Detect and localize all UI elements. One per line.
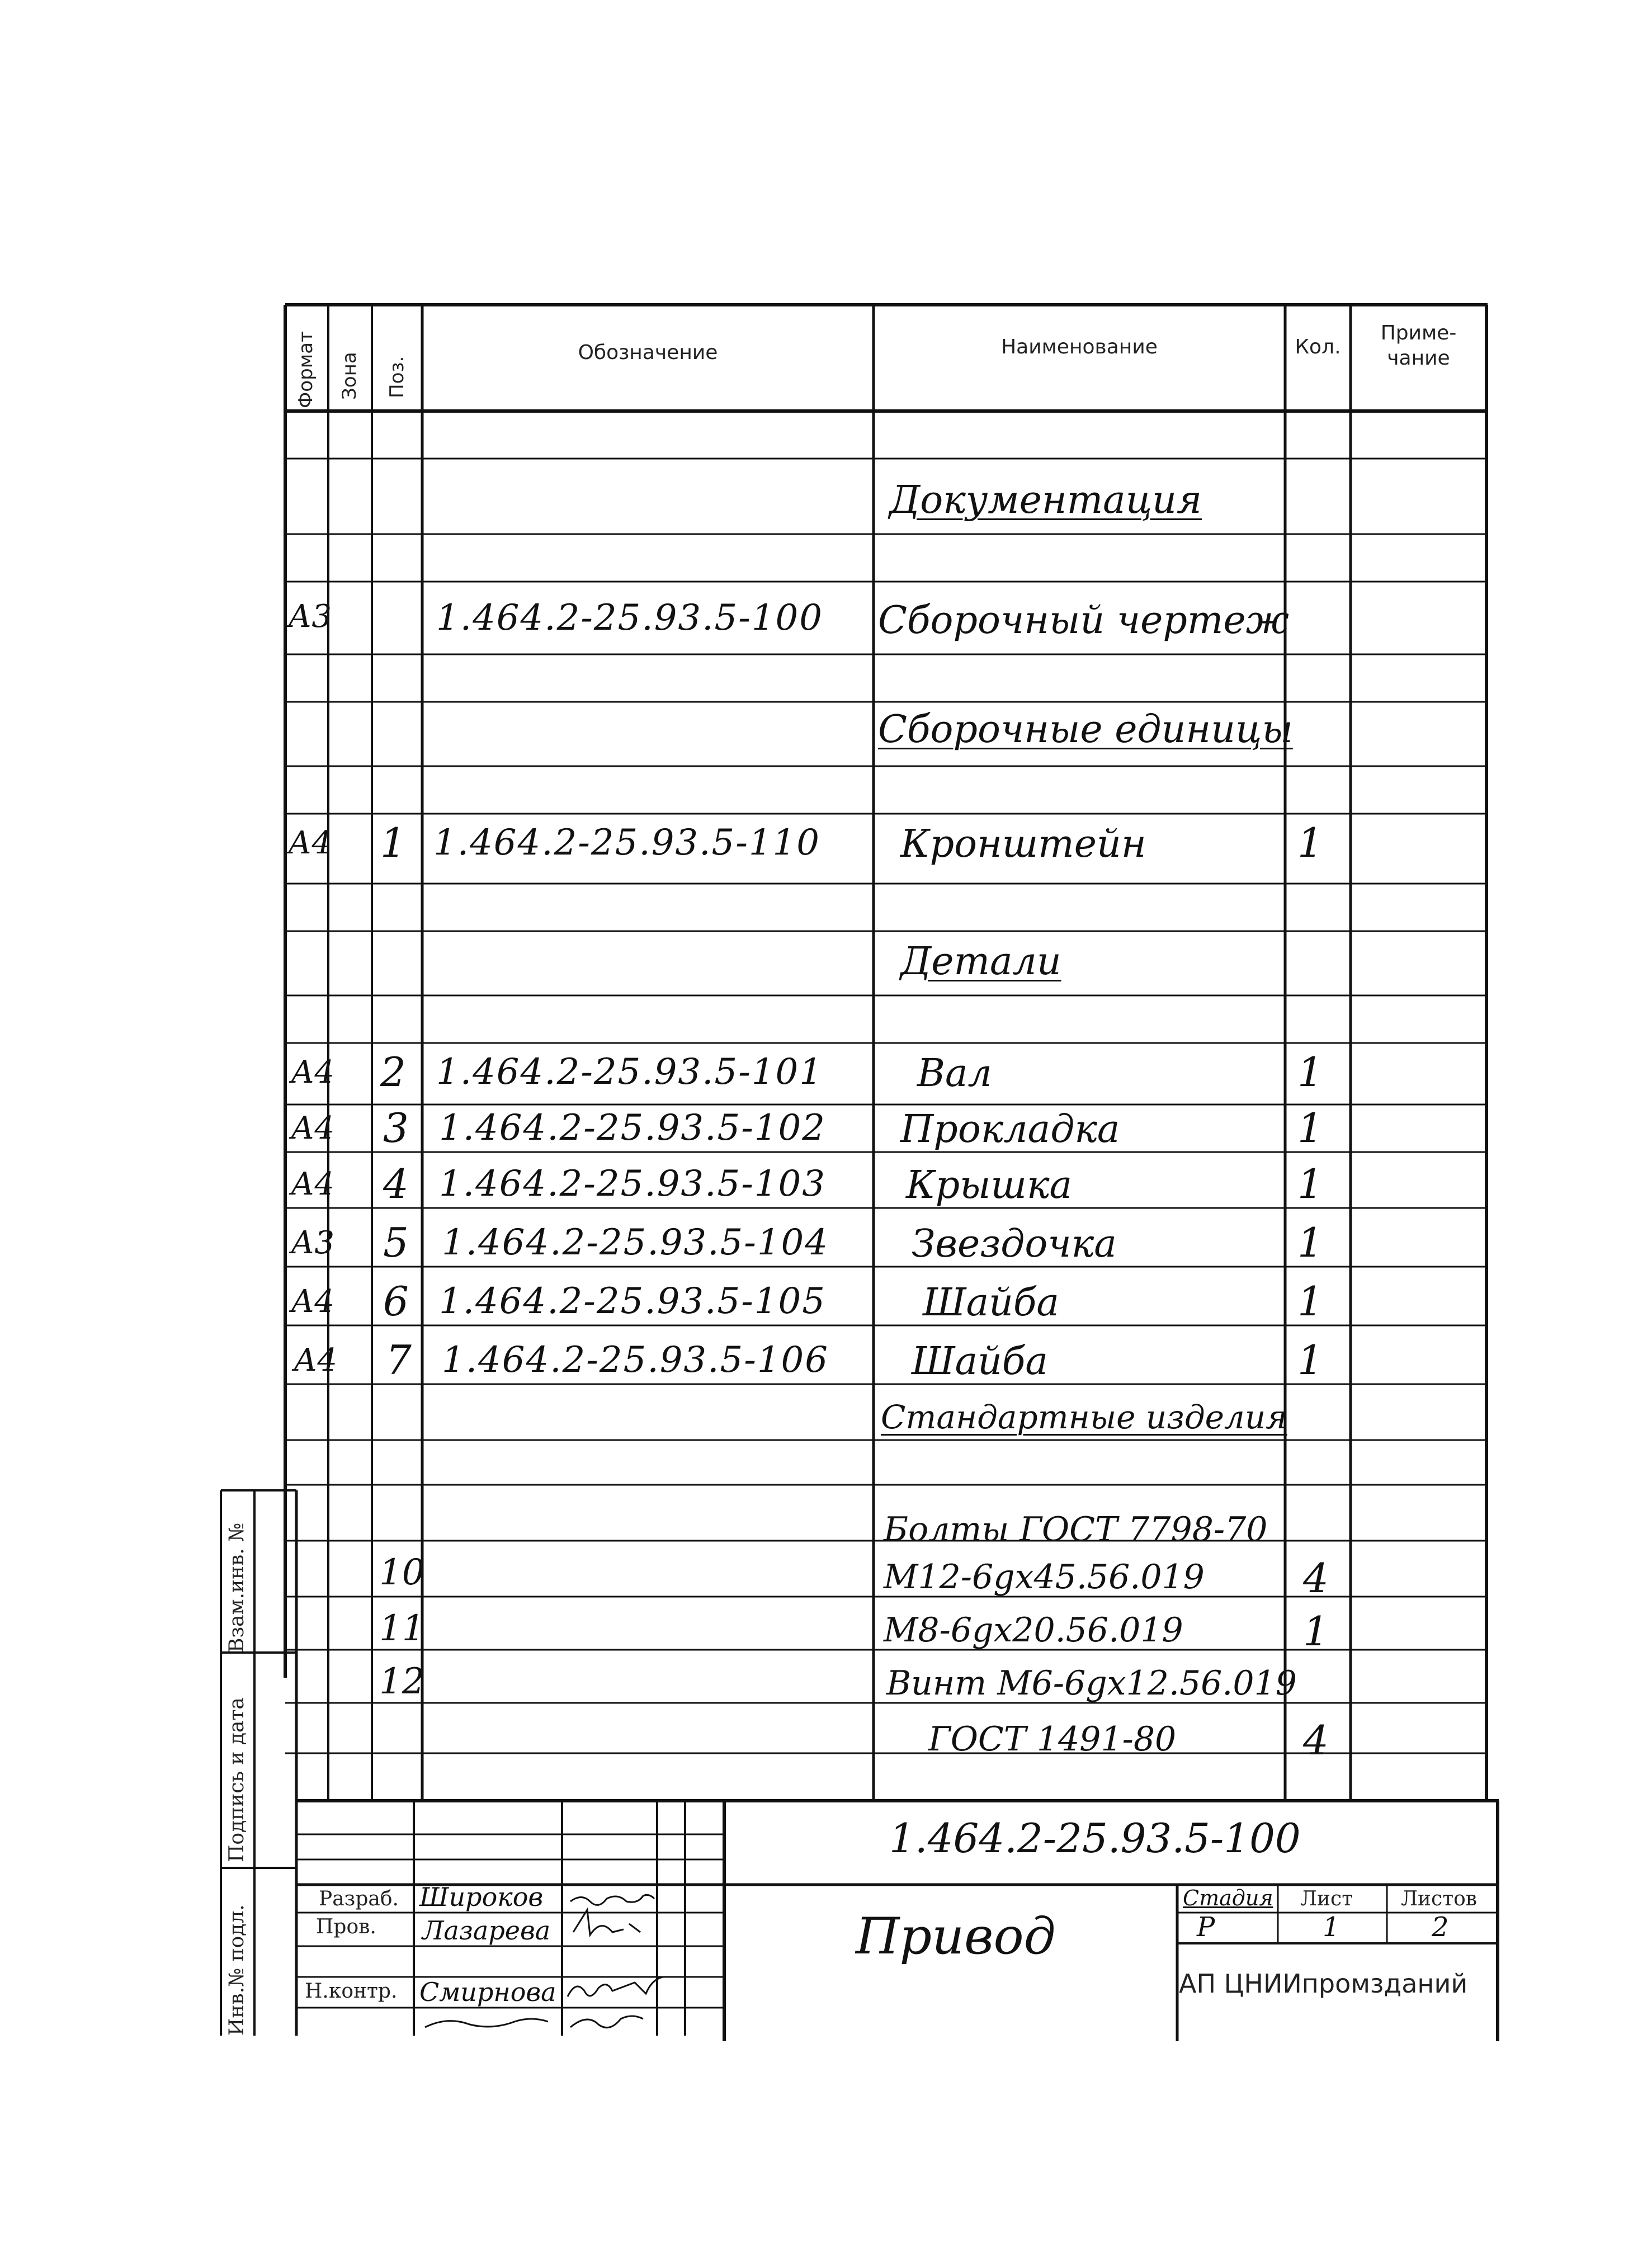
row-15-name: Винт М6-6gх12.56.019 xyxy=(886,1664,1297,1703)
section-standard-items: Стандартные изделия xyxy=(881,1398,1287,1436)
header-zone: Зона xyxy=(338,352,361,400)
organization: АП ЦНИИпромзданий xyxy=(1179,1969,1468,1999)
row-8-qty: 1 xyxy=(1297,1219,1323,1266)
row-6-name: Прокладка xyxy=(900,1107,1120,1151)
row-1-designation: 1.464.2-25.93.5-100 xyxy=(436,597,823,639)
stage-value: Р xyxy=(1197,1911,1215,1943)
row-9-designation: 1.464.2-25.93.5-105 xyxy=(439,1281,826,1322)
row-10-pos: 7 xyxy=(386,1337,412,1384)
signature-extra-name xyxy=(425,2019,548,2027)
row-9-format: А4 xyxy=(291,1283,335,1320)
stamp-inv-orig: Инв.№ подл. xyxy=(225,1904,248,2036)
row-10-name: Шайба xyxy=(912,1339,1048,1384)
row-16-qty: 4 xyxy=(1303,1717,1329,1764)
signature-prov xyxy=(573,1910,640,1935)
header-pos: Поз. xyxy=(386,356,408,398)
document-number: 1.464.2-25.93.5-100 xyxy=(889,1815,1301,1862)
header-qty: Кол. xyxy=(1295,336,1341,358)
header-format: Формат xyxy=(295,331,317,408)
row-13-qty: 4 xyxy=(1303,1555,1329,1602)
signature-razrab xyxy=(570,1895,654,1905)
row-3-qty: 1 xyxy=(1297,819,1323,866)
role-razrab-person: Широков xyxy=(419,1882,544,1912)
row-8-format: А3 xyxy=(291,1225,335,1261)
row-9-name: Шайба xyxy=(923,1281,1059,1325)
section-assembly-units: Сборочные единицы xyxy=(878,707,1293,752)
role-prov-person: Лазарева xyxy=(422,1915,551,1946)
row-13-name: М12-6gх45.56.019 xyxy=(884,1557,1205,1597)
row-8-name: Звездочка xyxy=(912,1222,1117,1266)
row-3-pos: 1 xyxy=(380,819,406,866)
row-7-pos: 4 xyxy=(383,1160,409,1207)
row-14-name: М8-6gх20.56.019 xyxy=(884,1611,1183,1650)
signature-extra xyxy=(570,2016,643,2028)
row-5-designation: 1.464.2-25.93.5-101 xyxy=(436,1051,823,1093)
row-14-qty: 1 xyxy=(1303,1608,1329,1655)
header-note-line1: Приме- xyxy=(1380,322,1457,344)
row-3-designation: 1.464.2-25.93.5-110 xyxy=(433,822,820,863)
stage-label: Стадия xyxy=(1183,1886,1273,1910)
role-nkontr-person: Смирнова xyxy=(419,1977,556,2007)
row-12-name: Болты ГОСТ 7798-70 xyxy=(884,1510,1268,1549)
row-13-pos: 10 xyxy=(379,1552,425,1593)
row-9-pos: 6 xyxy=(383,1278,409,1325)
row-1-name: Сборочный чертеж xyxy=(878,598,1289,643)
sheet-value: 1 xyxy=(1323,1911,1340,1943)
header-note-line2: чание xyxy=(1387,347,1450,370)
row-7-qty: 1 xyxy=(1297,1160,1323,1207)
signature-nkontr xyxy=(568,1977,663,1996)
row-7-name: Крышка xyxy=(906,1163,1073,1207)
row-6-designation: 1.464.2-25.93.5-102 xyxy=(439,1107,826,1149)
role-nkontr-label: Н.контр. xyxy=(305,1980,398,2003)
role-razrab-label: Разраб. xyxy=(319,1887,399,1910)
document-title: Привод xyxy=(856,1907,1056,1966)
row-5-format: А4 xyxy=(291,1054,335,1091)
sheets-value: 2 xyxy=(1432,1911,1449,1943)
row-6-pos: 3 xyxy=(383,1105,409,1151)
row-5-pos: 2 xyxy=(380,1049,406,1096)
row-15-pos: 12 xyxy=(379,1661,425,1702)
row-10-qty: 1 xyxy=(1297,1337,1323,1384)
header-name: Наименование xyxy=(1001,336,1158,358)
row-7-format: А4 xyxy=(291,1166,335,1202)
row-1-format: А3 xyxy=(288,598,332,635)
sheet-label: Лист xyxy=(1300,1887,1353,1910)
section-documentation: Документация xyxy=(889,478,1202,522)
row-10-designation: 1.464.2-25.93.5-106 xyxy=(442,1339,829,1381)
row-14-pos: 11 xyxy=(379,1608,425,1649)
header-designation: Обозначение xyxy=(578,341,718,364)
row-8-pos: 5 xyxy=(383,1219,409,1266)
row-9-qty: 1 xyxy=(1297,1278,1323,1325)
row-7-designation: 1.464.2-25.93.5-103 xyxy=(439,1163,826,1205)
row-6-format: А4 xyxy=(291,1110,335,1146)
sheets-label: Листов xyxy=(1401,1887,1478,1910)
row-3-format: А4 xyxy=(288,825,332,861)
stamp-sign-date: Подпись и дата xyxy=(225,1697,248,1862)
row-16-name: ГОСТ 1491-80 xyxy=(928,1720,1177,1759)
row-5-qty: 1 xyxy=(1297,1049,1323,1096)
section-parts: Детали xyxy=(900,940,1061,984)
row-3-name: Кронштейн xyxy=(900,822,1146,866)
row-8-designation: 1.464.2-25.93.5-104 xyxy=(442,1222,829,1263)
stamp-inv-swap: Взам.инв. № xyxy=(225,1522,248,1653)
row-5-name: Вал xyxy=(917,1051,992,1096)
role-prov-label: Пров. xyxy=(316,1915,376,1938)
row-10-format: А4 xyxy=(294,1342,338,1379)
row-6-qty: 1 xyxy=(1297,1105,1323,1151)
